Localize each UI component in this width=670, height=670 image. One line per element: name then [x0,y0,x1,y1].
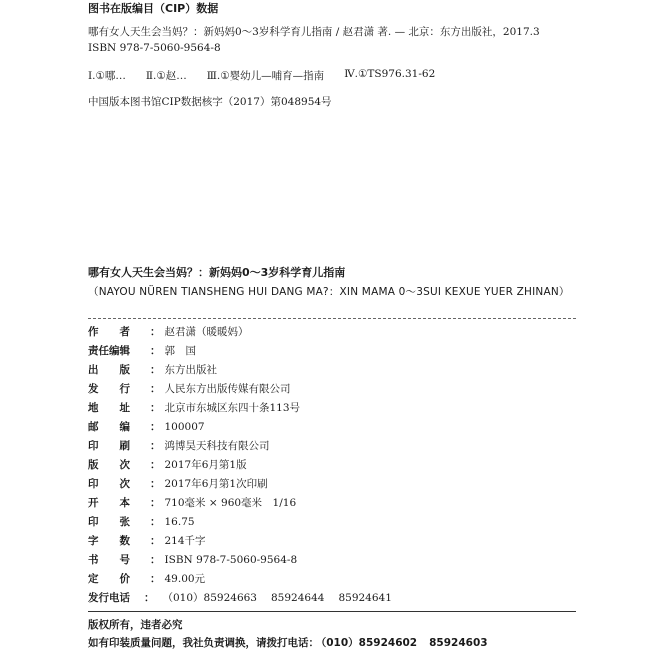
detail-postcode: 邮 编 ： 100007 [88,421,205,433]
cip-heading: 图书在版编目（CIP）数据 [88,2,219,15]
detail-value: 16.75 [164,516,195,528]
detail-label: 作 者 [88,326,130,338]
detail-label: 邮 编 [88,421,130,433]
cip-classifications [88,68,455,83]
detail-label: 印 张 [88,516,130,528]
detail-edition: 版 次 ： 2017年6月第1版 [88,459,247,471]
detail-label: 书 号 [88,554,130,566]
detail-author: 作 者 ： 赵君潇（暖暖妈） [88,326,249,338]
cip-bibliographic-line: 哪有女人天生会当妈？：新妈妈0～3岁科学育儿指南 / 赵君潇 著. — 北京：东方出版社，2017.3 [88,26,540,38]
rights-statement: 版权所有，违者必究 [88,619,183,631]
book-title-pinyin: （NAYOU NÜREN TIANSHENG HUI DANG MA?：XIN MAMA 0～3SUI KEXUE YUER ZHINAN） [88,286,570,298]
detail-value: 100007 [164,421,205,433]
detail-label: 字 数 [88,535,130,547]
cip-class-2: Ⅱ.①赵… [145,70,187,82]
printing-issue-number: 85924603 [429,637,488,649]
detail-label: 地 址 [88,402,130,414]
detail-impression: 印 次 ： 2017年6月第1次印刷 [88,478,268,490]
printing-issue-notice [88,635,500,650]
detail-label: 出 版 [88,364,130,376]
cip-class-3: Ⅲ.①婴幼儿—哺育—指南 [206,70,325,82]
detail-label: 责任编辑 [88,345,130,357]
detail-value: ISBN 978-7-5060-9564-8 [164,554,298,566]
sales-phone-label: 发行电话 [88,592,130,604]
title-divider [88,318,576,319]
cip-class-1: Ⅰ.①哪… [88,70,126,82]
detail-label: 定 价 [88,573,130,585]
rights-divider [88,611,576,612]
printing-issue-number: （010）85924602 [321,637,418,649]
cip-isbn: ISBN 978-7-5060-9564-8 [88,42,221,54]
detail-value: 赵君潇（暖暖妈） [164,326,249,338]
sales-phone: 发行电话 ： （010）85924663 85924644 85924641 [88,592,392,604]
detail-label: 开 本 [88,497,130,509]
printing-issue-text: 如有印装质量问题，我社负责调换，请拨打电话： [88,637,319,649]
detail-book-number: 书 号 ： ISBN 978-7-5060-9564-8 [88,554,298,566]
detail-value: 北京市东城区东四十条113号 [164,402,301,414]
detail-value: 人民东方出版传媒有限公司 [164,383,291,395]
detail-value: 郭 国 [164,345,196,357]
detail-price: 定 价 ： 49.00元 [88,573,206,585]
detail-label: 发 行 [88,383,130,395]
book-title: 哪有女人天生会当妈？：新妈妈0～3岁科学育儿指南 [88,266,346,279]
detail-sheets: 印 张 ： 16.75 [88,516,195,528]
sales-phone-number: （010）85924663 [162,592,257,604]
detail-label: 版 次 [88,459,130,471]
cip-data-number: 中国版本图书馆CIP数据核字（2017）第048954号 [88,96,332,108]
detail-publisher: 出 版 ： 东方出版社 [88,364,217,376]
detail-editor: 责任编辑 ： 郭 国 [88,345,196,357]
detail-value: 2017年6月第1次印刷 [164,478,268,490]
detail-label: 印 刷 [88,440,130,452]
sales-phone-number: 85924644 [271,592,325,604]
detail-label: 印 次 [88,478,130,490]
detail-address: 地 址 ： 北京市东城区东四十条113号 [88,402,301,414]
detail-value: 东方出版社 [164,364,217,376]
detail-value: 2017年6月第1版 [164,459,247,471]
detail-word-count: 字 数 ： 214千字 [88,535,206,547]
detail-value: 鸿博昊天科技有限公司 [164,440,270,452]
sales-phone-number: 85924641 [338,592,392,604]
detail-value: 214千字 [164,535,206,547]
detail-printer: 印 刷 ： 鸿博昊天科技有限公司 [88,440,270,452]
detail-value: 710毫米 × 960毫米 1/16 [164,497,297,509]
detail-value: 49.00元 [164,573,206,585]
cip-class-4: Ⅳ.①TS976.31-62 [344,68,436,80]
detail-format: 开 本 ： 710毫米 × 960毫米 1/16 [88,497,297,509]
detail-distributor: 发 行 ： 人民东方出版传媒有限公司 [88,383,291,395]
